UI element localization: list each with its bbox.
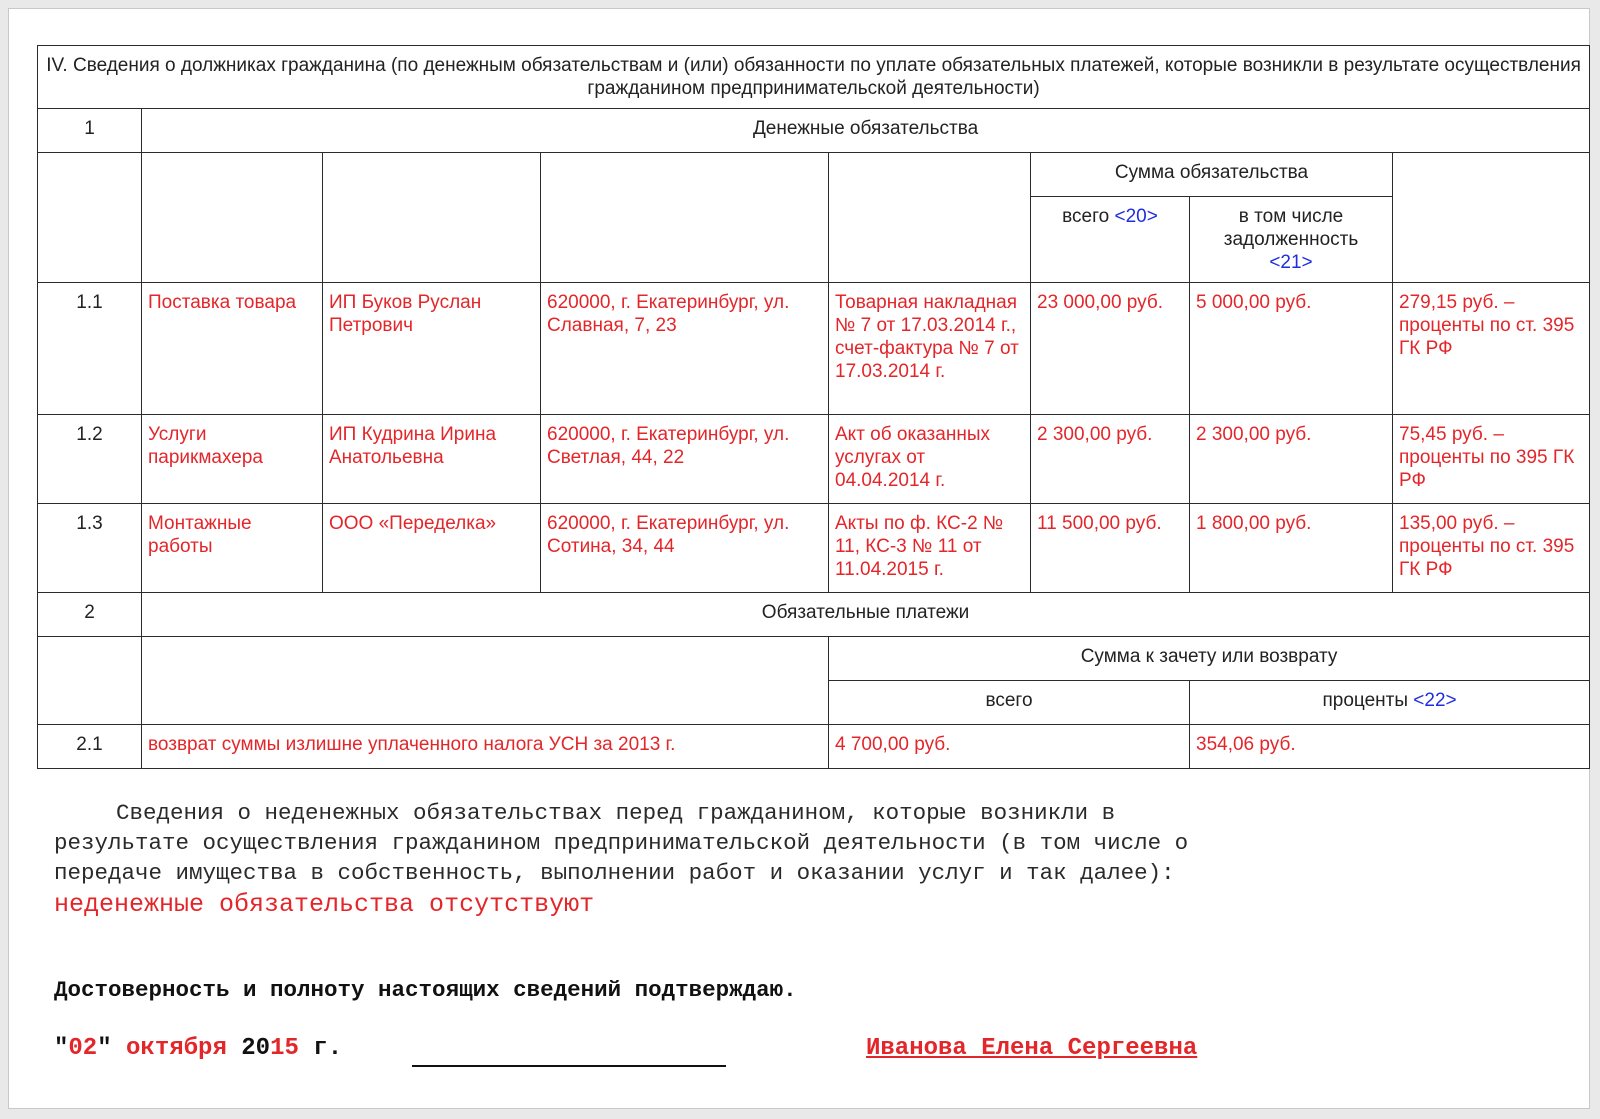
row-number: 1.1 xyxy=(38,283,142,415)
obligation-basis: Акт об оказанных услугах от 04.04.2014 г. xyxy=(829,415,1031,504)
payment-total: 4 700,00 руб. xyxy=(829,725,1190,769)
refund-total-header: всего xyxy=(829,681,1190,725)
obligation-total: 2 300,00 руб. xyxy=(1031,415,1190,504)
header-blank-cell xyxy=(323,153,541,283)
obligation-penalty: 279,15 руб. – проценты по ст. 395 ГК РФ xyxy=(1393,283,1590,415)
obligation-basis: Акты по ф. КС-2 № 11, КС-3 № 11 от 11.04.2015 г. xyxy=(829,504,1031,593)
header-blank-cell xyxy=(541,153,829,283)
header-blank-cell xyxy=(1393,153,1590,283)
sum-header: Сумма обязательства xyxy=(1031,153,1393,197)
section-number: 2 xyxy=(38,593,142,637)
section-heading: Обязательные платежи xyxy=(142,593,1590,637)
date-day: 02 xyxy=(68,1035,98,1062)
non-monetary-value: неденежные обязательства отсутствуют xyxy=(54,890,595,919)
creditor-name: ООО «Переделка» xyxy=(323,504,541,593)
section-number: 1 xyxy=(38,109,142,153)
footnote-link[interactable]: <21> xyxy=(1269,252,1313,273)
non-monetary-section xyxy=(54,798,1254,922)
section-title: IV. Сведения о должниках гражданина (по денежным обязательствам и (или) обязанности по уплате обязательных платежей, которые возникли в результате осуществления гражданином предпринимательской деятельности) xyxy=(38,46,1590,109)
date-year-suffix: 15 xyxy=(270,1035,299,1062)
date-year-end: г. xyxy=(313,1035,343,1062)
table-row xyxy=(38,504,1590,593)
payment-name: возврат суммы излишне уплаченного налога УСН за 2013 г. xyxy=(142,725,829,769)
header-blank-cell xyxy=(142,637,829,725)
footnote-link[interactable]: <20> xyxy=(1114,206,1158,227)
total-header xyxy=(1031,197,1190,283)
obligation-debt: 2 300,00 руб. xyxy=(1190,415,1393,504)
obligation-debt: 5 000,00 руб. xyxy=(1190,283,1393,415)
header-blank-cell xyxy=(38,153,142,283)
obligation-basis: Товарная накладная № 7 от 17.03.2014 г., счет-фактура № 7 от 17.03.2014 г. xyxy=(829,283,1031,415)
header-blank-cell xyxy=(38,637,142,725)
date-quote-open: " xyxy=(54,1035,69,1062)
obligation-penalty: 135,00 руб. – проценты по ст. 395 ГК РФ xyxy=(1393,504,1590,593)
obligation-content: Монтажные работы xyxy=(142,504,323,593)
document-sheet xyxy=(8,8,1590,1109)
date-year-prefix: 20 xyxy=(241,1035,271,1062)
payment-percent: 354,06 руб. xyxy=(1190,725,1590,769)
signature-line xyxy=(54,1035,1254,1075)
section-heading: Денежные обязательства xyxy=(142,109,1590,153)
creditor-address: 620000, г. Екатеринбург, ул. Сотина, 34, 44 xyxy=(541,504,829,593)
header-blank-cell xyxy=(829,153,1031,283)
creditor-name: ИП Кудрина Ирина Анатольевна xyxy=(323,415,541,504)
total-label: всего xyxy=(1062,206,1110,227)
creditor-address: 620000, г. Екатеринбург, ул. Светлая, 44, 22 xyxy=(541,415,829,504)
row-number: 2.1 xyxy=(38,725,142,769)
obligation-debt: 1 800,00 руб. xyxy=(1190,504,1393,593)
table-row xyxy=(38,725,1590,769)
table-row xyxy=(38,415,1590,504)
creditor-name: ИП Буков Руслан Петрович xyxy=(323,283,541,415)
percent-label: проценты xyxy=(1322,690,1408,711)
footnote-link[interactable]: <22> xyxy=(1413,690,1457,711)
row-number: 1.3 xyxy=(38,504,142,593)
obligation-content: Услуги парикмахера xyxy=(142,415,323,504)
creditor-address: 620000, г. Екатеринбург, ул. Славная, 7, 23 xyxy=(541,283,829,415)
obligation-total: 23 000,00 руб. xyxy=(1031,283,1190,415)
confirmation-statement: Достоверность и полноту настоящих сведений подтверждаю. xyxy=(54,977,797,1003)
debtors-table xyxy=(37,45,1590,769)
header-blank-cell xyxy=(142,153,323,283)
debt-header xyxy=(1190,197,1393,283)
signatory-name: Иванова Елена Сергеевна xyxy=(866,1035,1198,1062)
table-row xyxy=(38,283,1590,415)
obligation-content: Поставка товара xyxy=(142,283,323,415)
row-number: 1.2 xyxy=(38,415,142,504)
date-quote-close: " xyxy=(97,1035,112,1062)
debt-label: в том числе задолженность xyxy=(1223,206,1359,250)
signature-blank xyxy=(412,1065,726,1067)
obligation-penalty: 75,45 руб. – проценты по 395 ГК РФ xyxy=(1393,415,1590,504)
percent-header xyxy=(1190,681,1590,725)
date-month: октября xyxy=(126,1035,227,1062)
refund-sum-header: Сумма к зачету или возврату xyxy=(829,637,1590,681)
non-monetary-text: Сведения о неденежных обязательствах перед гражданином, которые возникли в результате осуществления гражданином предпринимательской деятельности (в том числе о передаче имущества в собственность, выполнении работ и оказании услуг и так далее): xyxy=(54,800,1189,886)
obligation-total: 11 500,00 руб. xyxy=(1031,504,1190,593)
